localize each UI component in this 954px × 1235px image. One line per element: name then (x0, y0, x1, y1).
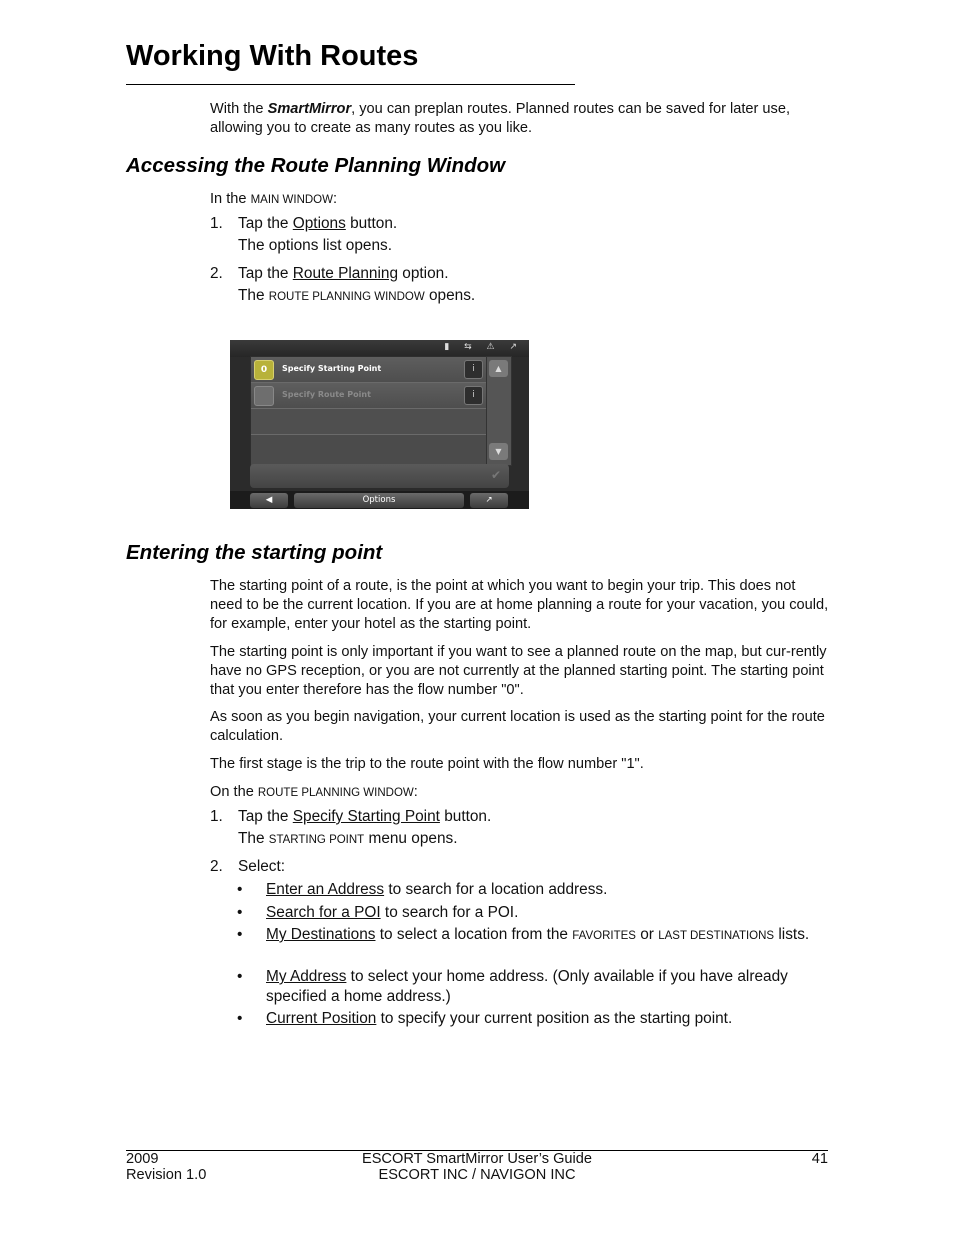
route-point-list (250, 356, 487, 466)
section1-step-1: 1. Tap the Options button. The options list opens. (210, 215, 398, 254)
my-address-link[interactable]: My Address (266, 968, 347, 985)
checkmark-icon: ✔ (490, 468, 501, 482)
paragraph-2: The starting point is only important if you want to see a planned route on the map, but cur-rently have no GPS reception, or you are not currently at the planned starting point. The starting point that you enter therefore has the flow number "0". (210, 644, 827, 698)
section-heading-starting-point: Entering the starting point (126, 541, 383, 564)
flow-number-badge (254, 386, 274, 406)
paragraph-4: The first stage is the trip to the route point with the flow number "1". (210, 756, 644, 772)
scroll-up-icon[interactable]: ▲ (489, 360, 508, 377)
footer-left (126, 1152, 206, 1183)
bullet-search-poi: • Search for a POI to search for a POI. (237, 904, 519, 921)
section1-step-2: 2. Tap the Route Planning option. The ROUTE PLANNING WINDOW opens. (210, 265, 476, 304)
footer-revision: Revision 1.0 (126, 1166, 207, 1183)
page-title: Working With Routes (126, 40, 419, 72)
flow-number-badge: 0 (254, 360, 274, 380)
paragraph-1: The starting point of a route, is the point at which you want to begin your trip. This does not need to be the current location. If you are at home planning a route for your vacation, you could, for example, enter your hotel as the starting point. (210, 578, 829, 632)
route-icon[interactable]: ↗ (470, 493, 508, 508)
options-button[interactable]: Options (294, 493, 464, 508)
page-number: 41 (811, 1151, 828, 1167)
enter-address-link[interactable]: Enter an Address (266, 881, 385, 898)
bullet-current-position: • Current Position to specify your current position as the starting point. (237, 1010, 733, 1027)
footer-company: ESCORT INC / NAVIGON INC (378, 1166, 576, 1183)
back-icon[interactable]: ◀ (250, 493, 288, 508)
info-icon[interactable]: i (464, 360, 483, 379)
route-planning-link[interactable]: Route Planning (292, 265, 399, 282)
paragraph-3: As soon as you begin navigation, your current location is used as the starting point for the route calculation. (210, 709, 825, 744)
bullet-my-destinations: • My Destinations to select a location from the FAVORITES or LAST DESTINATIONS lists. (237, 926, 810, 943)
row-label: Specify Starting Point (282, 364, 382, 373)
section2-step-1: 1. Tap the Specify Starting Point button. The STARTING POINT menu opens. (210, 808, 492, 847)
bullet-my-address: • My Address to select your home address. (Only available if you have already specified a home address.) (237, 968, 788, 1005)
route-planning-window-screenshot (230, 340, 529, 509)
bullet-enter-address: • Enter an Address to search for a location address. (237, 881, 608, 898)
section2-step-2: 2. Select: (210, 858, 286, 875)
title-rule (126, 84, 575, 85)
info-icon[interactable]: i (464, 386, 483, 405)
intro-paragraph: With the SmartMirror, you can preplan routes. Planned routes can be saved for later use, allowing you to create as many routes as you like. (210, 101, 791, 136)
section-heading-accessing: Accessing the Route Planning Window (126, 154, 506, 177)
footer-year: 2009 (126, 1151, 159, 1167)
brand-name: SmartMirror (267, 101, 352, 117)
row-specify-starting-point[interactable] (251, 357, 486, 383)
calculate-route-bar[interactable] (250, 464, 509, 488)
section1-lead: In the MAIN WINDOW: (210, 191, 338, 207)
search-poi-link[interactable]: Search for a POI (266, 904, 381, 921)
options-link[interactable]: Options (292, 215, 346, 232)
specify-starting-point-link[interactable]: Specify Starting Point (292, 808, 440, 825)
row-empty (251, 409, 486, 435)
footer-guide-title: ESCORT SmartMirror User’s Guide (361, 1151, 593, 1167)
row-label: Specify Route Point (282, 390, 371, 399)
status-icons: ▮ ⇆ ⚠ ↗ (444, 342, 523, 352)
row-empty (251, 435, 486, 465)
bottom-toolbar (230, 491, 529, 509)
scrollbar[interactable] (486, 356, 512, 466)
scroll-down-icon[interactable]: ▼ (489, 443, 508, 460)
row-specify-route-point[interactable] (251, 383, 486, 409)
footer-center (300, 1152, 654, 1183)
status-bar (230, 340, 529, 357)
my-destinations-link[interactable]: My Destinations (266, 926, 376, 943)
section2-lead: On the ROUTE PLANNING WINDOW: (210, 784, 418, 800)
current-position-link[interactable]: Current Position (266, 1010, 377, 1027)
